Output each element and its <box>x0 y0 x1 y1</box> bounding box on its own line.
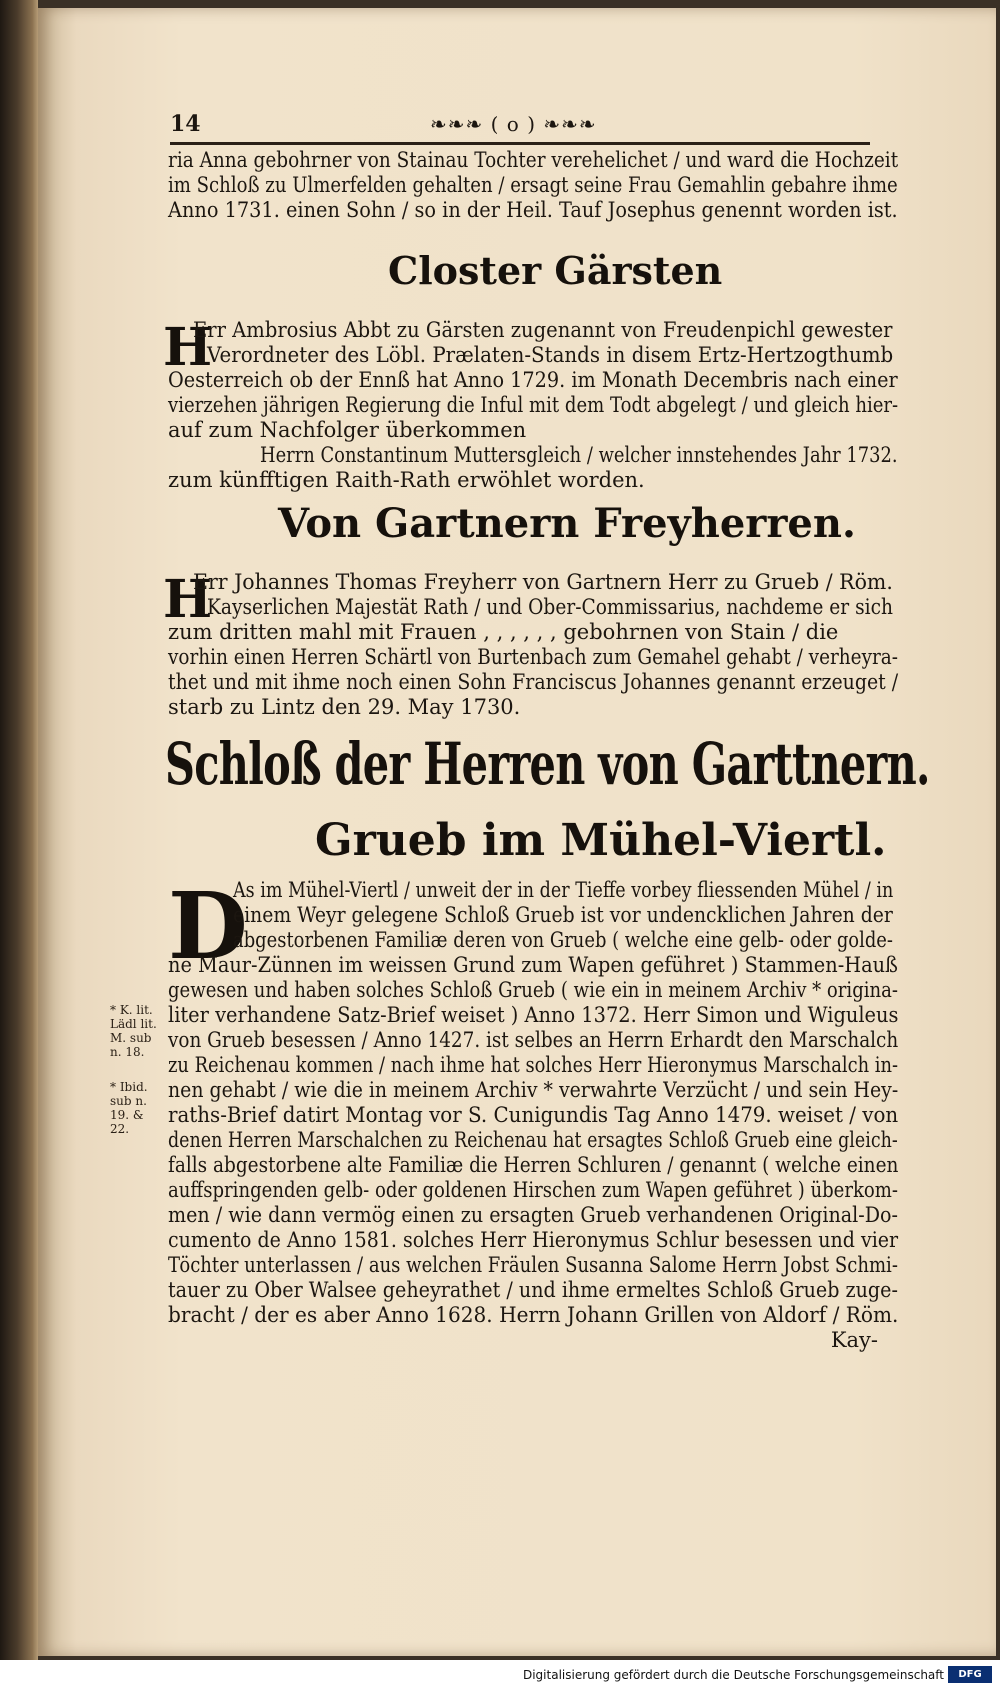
main-heading-schloss: Schloß der Herren von Garttnern. <box>165 730 930 798</box>
text-line: Verordneter des Löbl. Prælaten-Stands in disem Ertz-Hertzogthumb <box>207 343 894 367</box>
running-head: ❧❧❧ ( o ) ❧❧❧ <box>430 112 597 136</box>
text-line: Oesterreich ob der Ennß hat Anno 1729. im Monath Decembris nach einer <box>168 368 898 392</box>
text-line: gewesen und haben solches Schloß Grueb ( wie ein in meinem Archiv * origina- <box>168 978 899 1002</box>
text-line: auf zum Nachfolger überkommen <box>168 418 527 442</box>
footer-bar <box>0 1660 1000 1690</box>
gartnern-paragraph <box>193 570 893 620</box>
closter-paragraph-cont <box>168 368 898 493</box>
text-line: liter verhandene Satz-Brief weiset ) Anno 1372. Herr Simon und Wiguleus <box>168 1003 899 1027</box>
text-line: von Grueb besessen / Anno 1427. ist selbes an Herrn Erhardt den Marschalch <box>168 1028 899 1052</box>
header-rule <box>170 142 870 145</box>
text-line: vierzehen jährigen Regierung die Inful mit dem Todt abgelegt / und gleich hier- <box>168 393 899 417</box>
section-heading-gartnern: Von Gartnern Freyherren. <box>278 500 856 547</box>
text-line: denen Herren Marschalchen zu Reichenau hat ersagtes Schloß Grueb eine gleich- <box>168 1128 898 1152</box>
text-line: cumento de Anno 1581. solches Herr Hieronymus Schlur besessen und vier <box>168 1228 899 1252</box>
text-line: As im Mühel-Viertl / unweit der in der Tieffe vorbey fliessenden Mühel / in <box>233 878 894 902</box>
text-line: zum künfftigen Raith-Rath erwöhlet worden. <box>168 468 645 492</box>
schloss-paragraph <box>168 953 898 1353</box>
text-line: Anno 1731. einen Sohn / so in der Heil. Tauf Josephus genennt worden ist. <box>168 198 898 222</box>
text-line: Töchter unterlassen / aus welchen Fräulen Susanna Salome Herrn Jobst Schmi- <box>168 1253 898 1277</box>
dropcap: H <box>163 317 213 378</box>
book-gutter <box>0 0 38 1660</box>
footer-credit: Digitalisierung gefördert durch die Deutsche Forschungsgemeinschaft <box>522 1668 944 1682</box>
text-line: zu Reichenau kommen / nach ihme hat solches Herr Hieronymus Marschalch in- <box>168 1053 899 1077</box>
text-line: Err Johannes Thomas Freyherr von Gartnern Herr zu Grueb / Röm. <box>193 570 893 594</box>
gartnern-paragraph-cont <box>168 620 898 720</box>
subheading-grueb: Grueb im Mühel-Viertl. <box>315 815 887 866</box>
text-line: men / wie dann vermög einen zu ersagten Grueb verhandenen Original-Do- <box>168 1203 898 1227</box>
catchword: Kay- <box>830 1328 878 1352</box>
text-line: thet und mit ihme noch einen Sohn Franciscus Johannes genannt erzeuget / <box>168 670 899 694</box>
text-line: starb zu Lintz den 29. May 1730. <box>168 695 521 719</box>
text-line: ne Maur-Zünnen im weissen Grund zum Wapen geführet ) Stammen-Hauß <box>168 953 898 977</box>
text-line: vorhin einen Herren Schärtl von Burtenbach zum Gemahel gehabt / verheyra- <box>168 645 898 669</box>
dropcap: H <box>163 569 213 630</box>
margin-note: * Ibid. sub n. 19. & 22. <box>110 1080 148 1136</box>
closter-paragraph <box>193 318 893 368</box>
text-line: ria Anna gebohrner von Stainau Tochter verehelichet / und ward die Hochzeit <box>168 148 899 172</box>
text-line: raths-Brief datirt Montag vor S. Cunigundis Tag Anno 1479. weiset / von <box>168 1103 899 1127</box>
text-line: auffspringenden gelb- oder goldenen Hirschen zum Wapen geführet ) überkom- <box>168 1178 899 1202</box>
dfg-logo: DFG <box>948 1666 992 1683</box>
text-line: einem Weyr gelegene Schloß Grueb ist vor undencklichen Jahren der <box>233 903 893 927</box>
page-header <box>170 112 870 146</box>
section-heading-closter: Closter Gärsten <box>388 248 723 293</box>
page-number: 14 <box>170 111 201 137</box>
text-line: tauer zu Ober Walsee geheyrathet / und ihme ermeltes Schloß Grueb zuge- <box>168 1278 898 1302</box>
text-line: Herrn Constantinum Muttersgleich / welcher innstehendes Jahr 1732. <box>260 443 898 467</box>
text-line: nen gehabt / wie die in meinem Archiv * verwahrte Verzücht / und sein Hey- <box>168 1078 899 1102</box>
text-line: Kayserlichen Majestät Rath / und Ober-Commissarius, nachdeme er sich <box>207 595 893 619</box>
text-line: bracht / der es aber Anno 1628. Herrn Johann Grillen von Aldorf / Röm. <box>168 1303 899 1327</box>
text-line: im Schloß zu Ulmerfelden gehalten / ersagt seine Frau Gemahlin gebahre ihme <box>168 173 898 197</box>
margin-note: * K. lit. Lädl lit. M. sub n. 18. <box>110 1003 157 1059</box>
dropcap: D <box>168 872 248 980</box>
text-line: abgestorbenen Familiæ deren von Grueb ( welche eine gelb- oder golde- <box>233 928 893 952</box>
text-line: falls abgestorbene alte Familiæ die Herren Schluren / genannt ( welche einen <box>168 1153 899 1177</box>
text-line: zum dritten mahl mit Frauen , , , , , , gebohrnen von Stain / die <box>168 620 839 644</box>
intro-paragraph <box>168 148 898 223</box>
schloss-paragraph-indented <box>233 878 893 953</box>
text-line: Err Ambrosius Abbt zu Gärsten zugenannt von Freudenpichl gewester <box>193 318 893 342</box>
